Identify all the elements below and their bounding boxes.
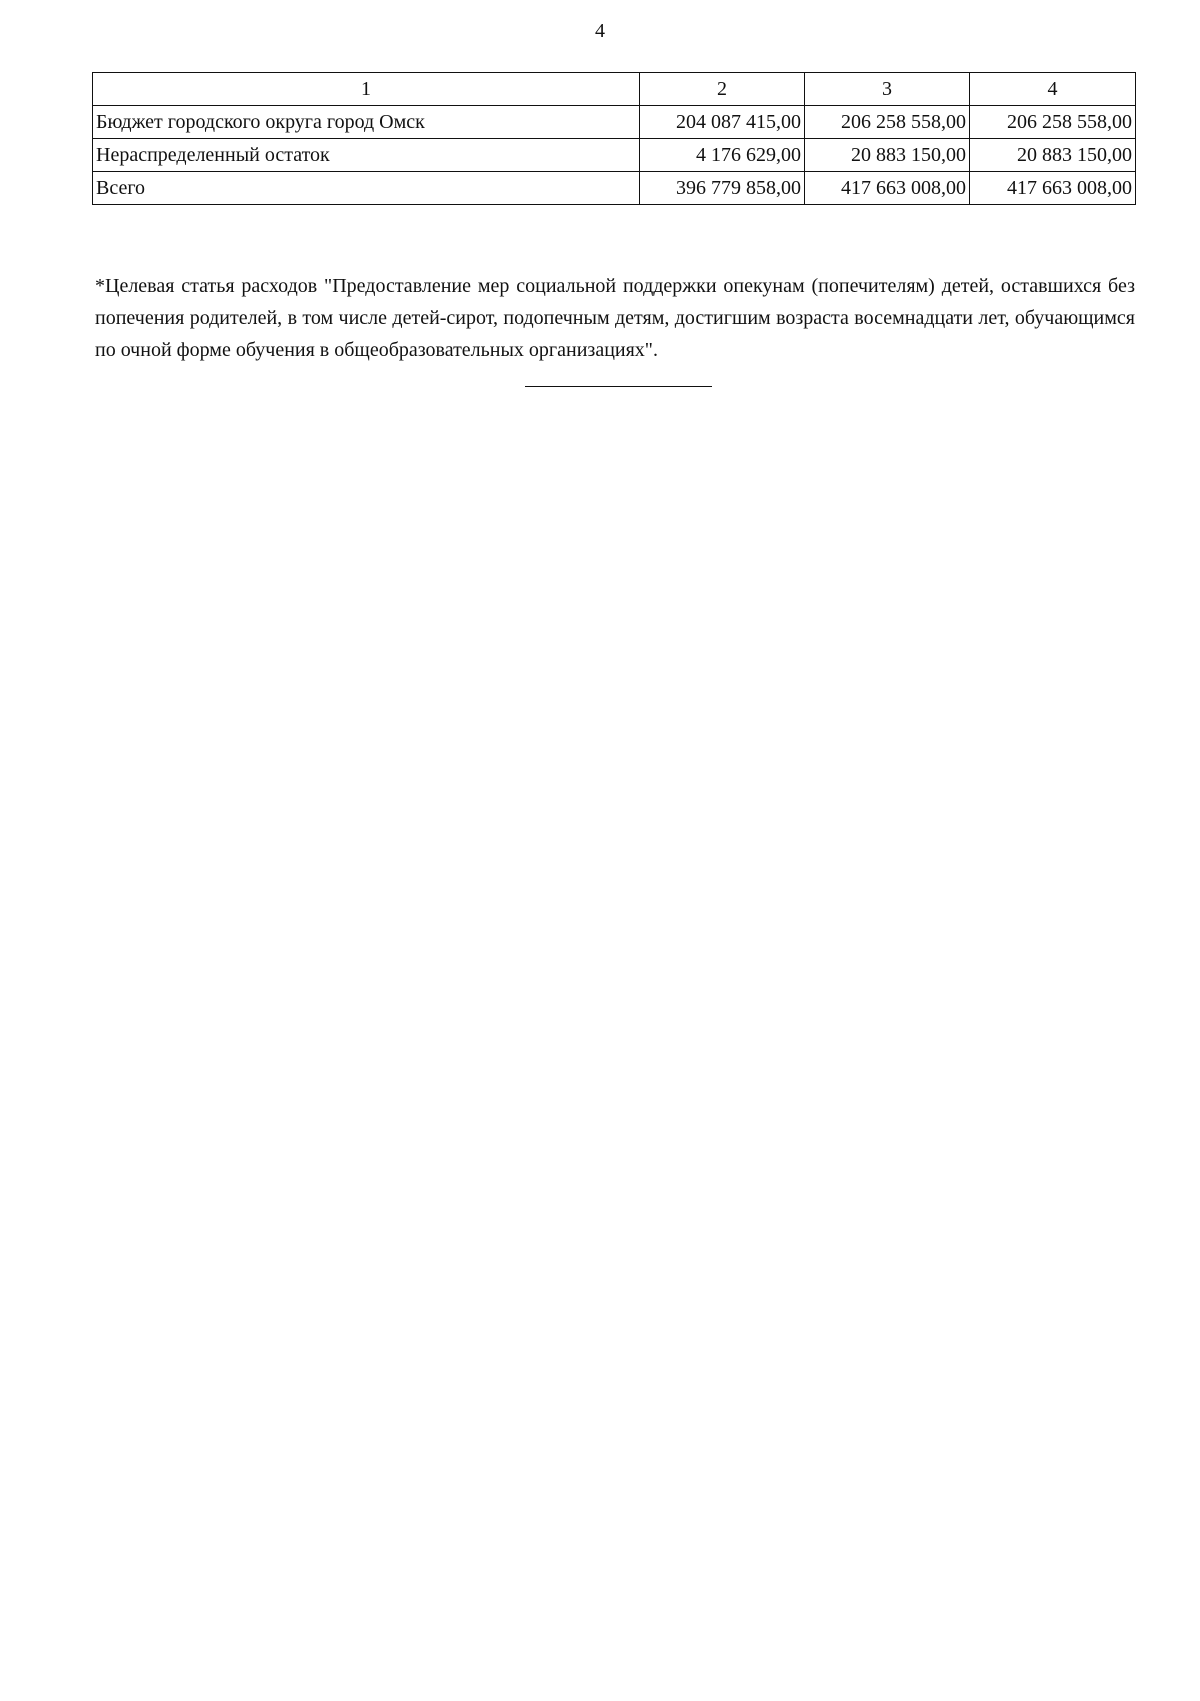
table-header-row bbox=[93, 73, 1136, 106]
table-row bbox=[93, 139, 1136, 172]
table-row bbox=[93, 172, 1136, 205]
table-cell: 20 883 150,00 bbox=[970, 139, 1136, 172]
end-divider bbox=[525, 386, 712, 387]
row-label: Всего bbox=[93, 172, 640, 205]
row-label: Нераспределенный остаток bbox=[93, 139, 640, 172]
table-cell: 204 087 415,00 bbox=[640, 106, 805, 139]
footnote: *Целевая статья расходов "Предоставление мер социальной поддержки опекунам (попечителям) детей, оставшихся без попечения родителей, в том числе детей-сирот, подопечным детям, достигшим возраста восемнадцати лет, обучающимся по очной форме обучения в общеобразовательных организациях". bbox=[95, 275, 1135, 361]
table-cell: 206 258 558,00 bbox=[805, 106, 970, 139]
table-cell: 206 258 558,00 bbox=[970, 106, 1136, 139]
budget-table bbox=[92, 72, 1136, 205]
table-cell: 417 663 008,00 bbox=[970, 172, 1136, 205]
row-label: Бюджет городского округа город Омск bbox=[93, 106, 640, 139]
column-header-2: 2 bbox=[640, 73, 805, 106]
table-cell: 396 779 858,00 bbox=[640, 172, 805, 205]
column-header-3: 3 bbox=[805, 73, 970, 106]
table-row bbox=[93, 106, 1136, 139]
table-cell: 417 663 008,00 bbox=[805, 172, 970, 205]
column-header-4: 4 bbox=[970, 73, 1136, 106]
page-number: 4 bbox=[595, 20, 605, 42]
table-cell: 20 883 150,00 bbox=[805, 139, 970, 172]
table-cell: 4 176 629,00 bbox=[640, 139, 805, 172]
column-header-1: 1 bbox=[93, 73, 640, 106]
